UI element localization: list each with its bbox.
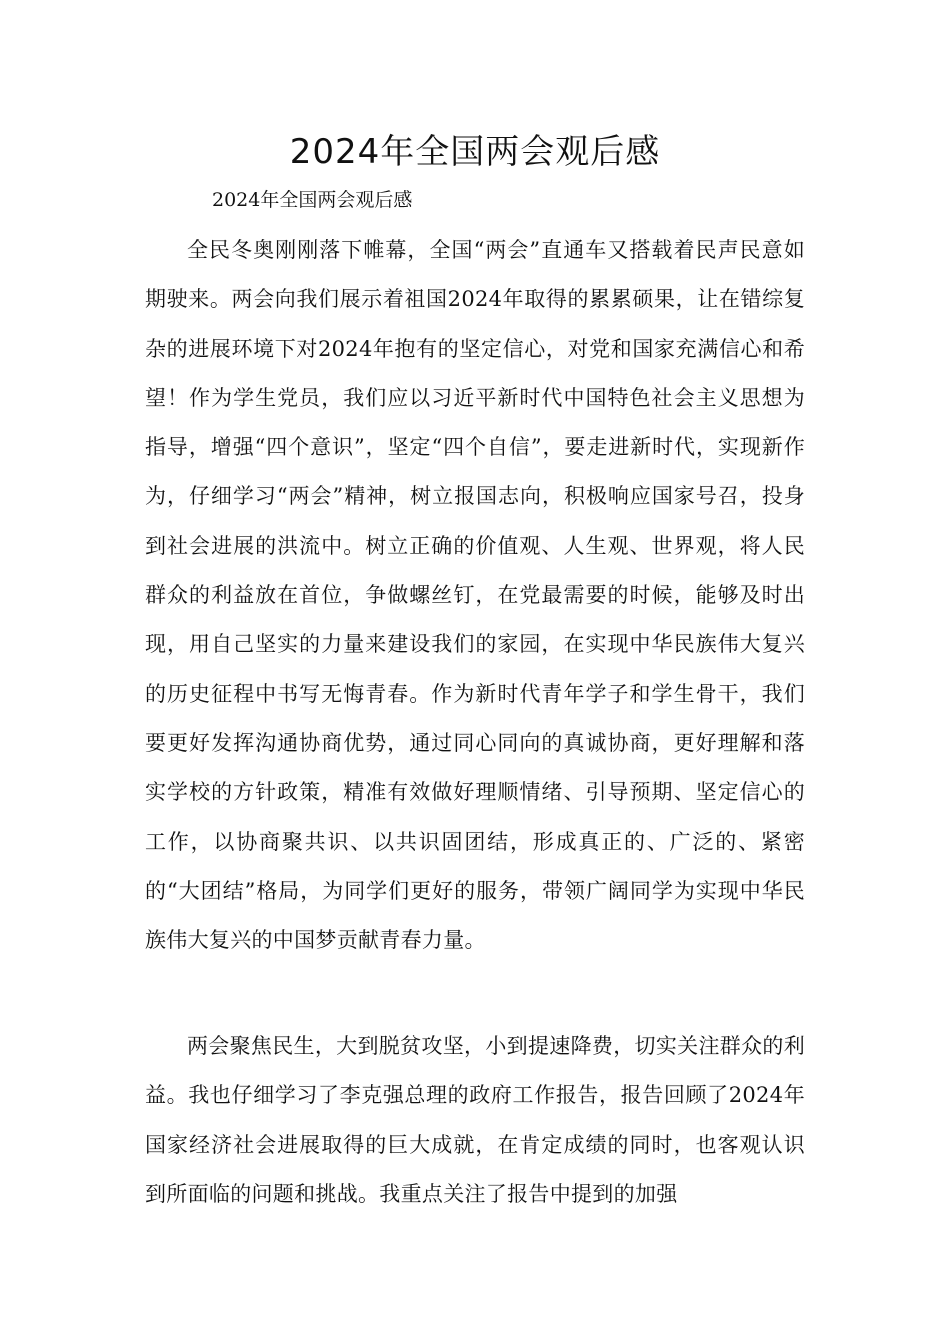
document-subtitle: 2024年全国两会观后感 bbox=[212, 189, 413, 211]
document-title: 2024年全国两会观后感 bbox=[289, 132, 661, 172]
paragraph-2: 两会聚焦民生，大到脱贫攻坚，小到提速降费，切实关注群众的利益。我也仔细学习了李克强总理的政府工作报告，报告回顾了2024年国家经济社会进展取得的巨大成就，在肯定成绩的同时，也客观认识到所面临的问题和挑战。我重点关注了报告中提到的加强 bbox=[145, 1034, 805, 1206]
paragraph-1: 全民冬奥刚刚落下帷幕，全国“两会”直通车又搭载着民声民意如期驶来。两会向我们展示着祖国2024年取得的累累硕果，让在错综复杂的进展环境下对2024年抱有的坚定信心，对党和国家充满信心和希望！作为学生党员，我们应以习近平新时代中国特色社会主义思想为指导，增强“四个意识”，坚定“四个自信”，要走进新时代，实现新作为，仔细学习“两会”精神，树立报国志向，积极响应国家号召，投身到社会进展的洪流中。树立正确的价值观、人生观、世界观，将人民群众的利益放在首位，争做螺丝钉，在党最需要的时候，能够及时出现，用自己坚实的力量来建设我们的家园，在实现中华民族伟大复兴的历史征程中书写无悔青春。作为新时代青年学子和学生骨干，我们要更好发挥沟通协商优势，通过同心同向的真诚协商，更好理解和落实学校的方针政策，精准有效做好理顺情绪、引导预期、坚定信心的工作，以协商聚共识、以共识固团结，形成真正的、广泛的、紧密的“大团结”格局，为同学们更好的服务，带领广阔同学为实现中华民族伟大复兴的中国梦贡献青春力量。 bbox=[145, 238, 805, 953]
